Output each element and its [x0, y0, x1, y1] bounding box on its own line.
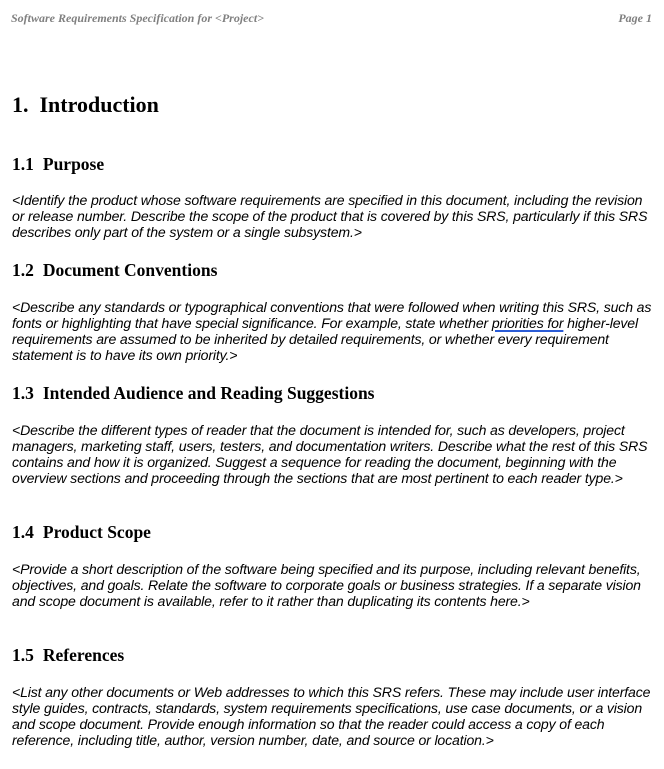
- section-heading-references: [12, 644, 124, 666]
- section-title: Intended Audience and Reading Suggestions: [42, 383, 375, 403]
- section-title: Document Conventions: [42, 260, 218, 280]
- section-title: Purpose: [42, 154, 105, 174]
- section-number: 1.5: [12, 645, 34, 665]
- body-text: <Describe any standards or typographical conventions that were followed when writing this SRS, such as fonts or highlighting that have special significance. For example, state whether: [12, 299, 652, 331]
- section-body-references: <List any other documents or Web addresses to which this SRS refers. These may include user interface style guides, contracts, standards, system requirements specifications, use case documents, or a vision and scope document. Provide enough information so that the reader could access a copy of each reference, including title, author, version number, date, and source or location.>: [12, 684, 651, 748]
- section-title: Product Scope: [42, 522, 151, 542]
- section-number: 1.4: [12, 522, 34, 542]
- section-heading-intended-audience: [12, 382, 375, 404]
- section-heading-product-scope: [12, 521, 151, 543]
- chapter-title: Introduction: [39, 92, 159, 117]
- header-page-number: Page 1: [618, 11, 652, 25]
- section-heading-purpose: [12, 153, 104, 175]
- header-document-title: Software Requirements Specification for <Project>: [11, 11, 264, 25]
- section-number: 1.3: [12, 383, 34, 403]
- section-body-purpose: <Identify the product whose software requirements are specified in this document, including the revision or release number. Describe the scope of the product that is covered by this SRS, particularly if this SRS describes only part of the system or a single subsystem.>: [12, 192, 648, 240]
- chapter-number: 1.: [12, 92, 29, 117]
- body-text: higher-level requirements are assumed to be inherited by detailed requirements, or whether every requirement statement is to have its own priority.>: [12, 315, 638, 363]
- section-body-intended-audience: <Describe the different types of reader that the document is intended for, such as developers, project managers, marketing staff, users, testers, and documentation writers. Describe what the rest of this SRS contains and how it is organized. Suggest a sequence for reading the document, beginning with the overview sections and proceeding through the sections that are most pertinent to each reader type.>: [12, 422, 648, 486]
- chapter-heading: [12, 91, 159, 119]
- section-number: 1.2: [12, 260, 34, 280]
- section-body-document-conventions: [12, 299, 654, 363]
- grammar-marked-text[interactable]: priorities for: [491, 315, 564, 331]
- section-title: References: [42, 645, 125, 665]
- running-header: [11, 11, 652, 27]
- section-number: 1.1: [12, 154, 34, 174]
- section-heading-document-conventions: [12, 259, 217, 281]
- section-body-product-scope: <Provide a short description of the software being specified and its purpose, including relevant benefits, objectives, and goals. Relate the software to corporate goals or business strategies. If a separate vision and scope document is available, refer to it rather than duplicating its contents here.>: [12, 561, 641, 609]
